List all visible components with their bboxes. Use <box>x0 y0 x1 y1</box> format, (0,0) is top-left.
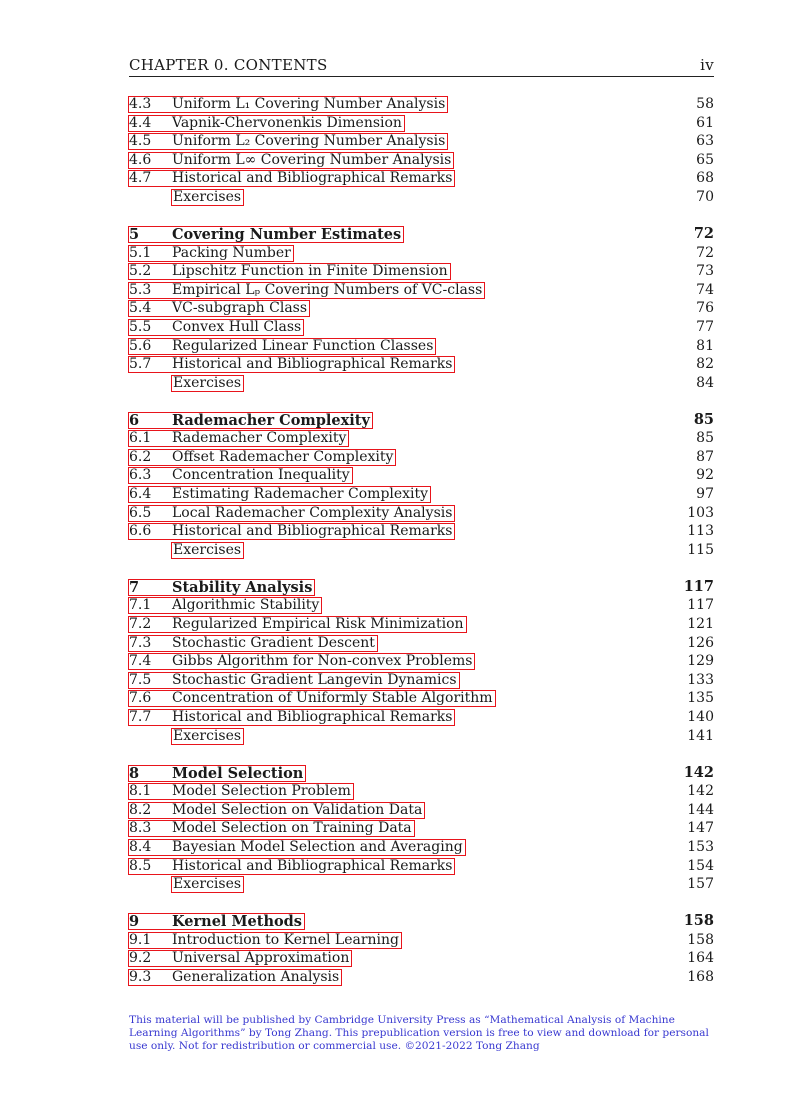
toc-entry-title: Rademacher Complexity <box>172 411 370 429</box>
toc-entry-number: 6 <box>129 411 140 429</box>
toc-section-row <box>129 801 714 820</box>
toc-chapter-row <box>129 225 714 244</box>
toc-entry-title: Kernel Methods <box>172 913 302 931</box>
toc-exercises-row <box>129 727 714 746</box>
toc-page-number: 63 <box>696 133 714 150</box>
toc-entry-title: Empirical Lₚ Covering Numbers of VC-class <box>172 281 483 298</box>
toc-section-link[interactable] <box>128 616 467 633</box>
toc-section-link[interactable] <box>128 709 455 726</box>
toc-entry-number: 6.6 <box>129 523 152 540</box>
toc-entry-title: Model Selection on Validation Data <box>172 801 423 818</box>
toc-entry-title: Introduction to Kernel Learning <box>172 931 400 948</box>
toc-entry-title: Model Selection Problem <box>172 783 351 800</box>
toc-section-link[interactable] <box>128 263 451 280</box>
toc-exercises-row <box>129 875 714 894</box>
toc-page-number: 113 <box>687 523 714 540</box>
toc-section-row <box>129 114 714 133</box>
toc-entry-title: Model Selection <box>172 764 304 782</box>
toc-page-number: 76 <box>696 300 714 317</box>
toc-page-number: 81 <box>696 337 714 354</box>
toc-entry-number: 7.2 <box>129 616 152 633</box>
toc-exercises-link[interactable] <box>171 728 244 745</box>
toc-page-number: 142 <box>683 763 714 781</box>
toc-section-link[interactable] <box>128 969 342 986</box>
toc-section-link[interactable] <box>128 170 455 187</box>
toc-entry-number: 7.4 <box>129 653 152 670</box>
toc-section-row <box>129 337 714 356</box>
toc-entry-number: 5.1 <box>129 244 152 261</box>
toc-page-number: 164 <box>687 950 714 967</box>
toc-section-row <box>129 429 714 448</box>
toc-section-link[interactable] <box>128 523 455 540</box>
toc-entry-number: 9.1 <box>129 931 152 948</box>
toc-exercises-link[interactable] <box>171 375 244 392</box>
toc-entry-number: 6.3 <box>129 467 152 484</box>
toc-entry-number: 7.5 <box>129 671 152 688</box>
footer-line: use only. Not for redistribution or commercial use. ©2021-2022 Tong Zhang <box>129 1040 540 1052</box>
toc-section-row <box>129 931 714 950</box>
toc-page-number: 97 <box>696 486 714 503</box>
toc-entry-title: Exercises <box>173 876 242 893</box>
toc-entry-number: 6.2 <box>129 448 152 465</box>
toc-section-link[interactable] <box>128 356 455 373</box>
toc-section-link[interactable] <box>128 449 396 466</box>
toc-entry-number: 5.2 <box>129 263 152 280</box>
toc-page-number: 168 <box>687 968 714 985</box>
toc-entry-title: Concentration of Uniformly Stable Algorithm <box>172 690 493 707</box>
toc-entry-number: 5 <box>129 225 140 243</box>
toc-section-link[interactable] <box>128 839 466 856</box>
toc-entry-title: Convex Hull Class <box>172 318 302 335</box>
toc-section-link[interactable] <box>128 635 378 652</box>
toc-entry-number: 4.4 <box>129 114 152 131</box>
toc-section-link[interactable] <box>128 858 455 875</box>
running-header <box>129 56 714 76</box>
toc-entry-title: Uniform L₁ Covering Number Analysis <box>172 96 446 112</box>
toc-section-link[interactable] <box>128 690 496 707</box>
toc-section-link[interactable] <box>128 486 431 503</box>
toc-section-row <box>129 652 714 671</box>
toc-entry-title: Bayesian Model Selection and Averaging <box>172 838 463 855</box>
toc-section-link[interactable] <box>128 653 475 670</box>
toc-page-number: 117 <box>687 597 714 614</box>
toc-entry-number: 7.7 <box>129 708 152 725</box>
toc-entry-title: Exercises <box>173 541 242 558</box>
toc-section-link[interactable] <box>128 115 405 132</box>
toc-entry-number: 9 <box>129 913 140 931</box>
toc-entry-number: 7.6 <box>129 690 152 707</box>
toc-entry-number: 6.5 <box>129 504 152 521</box>
toc-section-row <box>129 151 714 170</box>
toc-chapter-link[interactable] <box>128 412 373 429</box>
toc-entry-title: Concentration Inequality <box>172 467 350 484</box>
toc-page-number: 115 <box>687 541 714 558</box>
toc-section-row <box>129 262 714 281</box>
toc-page-number: 77 <box>696 318 714 335</box>
toc-page-number: 61 <box>696 114 714 131</box>
toc-section-link[interactable] <box>128 597 322 614</box>
toc-chapter-link[interactable] <box>128 226 404 243</box>
toc-spacer <box>129 559 714 577</box>
toc-section-row <box>129 857 714 876</box>
toc-page-number: 140 <box>687 708 714 725</box>
toc-entry-title: Algorithmic Stability <box>172 597 320 614</box>
toc-page-number: 65 <box>696 151 714 168</box>
toc-section-link[interactable] <box>128 96 448 113</box>
toc-entry-number: 9.3 <box>129 968 152 985</box>
toc-section-link[interactable] <box>128 245 294 262</box>
toc-page-number: 58 <box>696 96 714 112</box>
toc-chapter-row <box>129 912 714 931</box>
toc-entry-title: Uniform L∞ Covering Number Analysis <box>172 151 452 168</box>
toc-section-row <box>129 355 714 374</box>
footer-line: This material will be published by Cambridge University Press as “Mathematical Analysis of Machine <box>129 1014 675 1026</box>
toc-page-number: 70 <box>696 188 714 205</box>
toc-section-row <box>129 504 714 523</box>
toc-chapter-row <box>129 411 714 430</box>
toc-page-number: 121 <box>687 616 714 633</box>
toc-entry-title: Generalization Analysis <box>172 968 340 985</box>
toc-exercises-row <box>129 188 714 207</box>
toc-entry-title: Stability Analysis <box>172 578 313 596</box>
toc-entry-number: 5.5 <box>129 318 152 335</box>
toc-chapter-link[interactable] <box>128 913 305 930</box>
toc-section-row <box>129 782 714 801</box>
copyright-notice <box>129 1014 719 1053</box>
toc-section-row <box>129 819 714 838</box>
toc-entry-title: Covering Number Estimates <box>172 225 402 243</box>
toc-section-link[interactable] <box>128 152 454 169</box>
toc-entry-title: Historical and Bibliographical Remarks <box>172 708 453 725</box>
toc-page-number: 84 <box>696 374 714 391</box>
toc-section-row <box>129 318 714 337</box>
toc-entry-title: Exercises <box>173 188 242 205</box>
page-number: iv <box>700 56 714 74</box>
toc-entry-number: 4.3 <box>129 96 152 112</box>
table-of-contents <box>129 95 714 986</box>
toc-entry-number: 7.1 <box>129 597 152 614</box>
toc-page-number: 135 <box>687 690 714 707</box>
toc-section-row <box>129 485 714 504</box>
toc-section-row <box>129 281 714 300</box>
toc-exercises-link[interactable] <box>171 542 244 559</box>
toc-section-row <box>129 671 714 690</box>
toc-page-number: 154 <box>687 857 714 874</box>
toc-section-link[interactable] <box>128 783 354 800</box>
toc-exercises-row <box>129 374 714 393</box>
toc-page-number: 158 <box>687 931 714 948</box>
toc-entry-number: 8.1 <box>129 783 152 800</box>
toc-page-number: 72 <box>693 224 714 242</box>
toc-page-number: 141 <box>687 727 714 744</box>
toc-entry-title: Regularized Empirical Risk Minimization <box>172 616 464 633</box>
toc-page-number: 129 <box>687 653 714 670</box>
toc-section-row <box>129 708 714 727</box>
toc-entry-number: 4.6 <box>129 151 152 168</box>
toc-section-link[interactable] <box>128 802 425 819</box>
toc-entry-title: Estimating Rademacher Complexity <box>172 486 429 503</box>
toc-page-number: 85 <box>696 430 714 447</box>
toc-entry-number: 6.1 <box>129 430 152 447</box>
toc-entry-title: Historical and Bibliographical Remarks <box>172 170 453 187</box>
toc-section-row <box>129 596 714 615</box>
footer-line: Learning Algorithms” by Tong Zhang. This prepublication version is free to view and download for personal <box>129 1027 709 1039</box>
toc-chapter-link[interactable] <box>128 579 315 596</box>
toc-section-row <box>129 838 714 857</box>
toc-entry-number: 8.5 <box>129 857 152 874</box>
toc-section-row <box>129 689 714 708</box>
toc-entry-title: Regularized Linear Function Classes <box>172 337 434 354</box>
toc-page-number: 147 <box>687 820 714 837</box>
toc-entry-title: Vapnik-Chervonenkis Dimension <box>172 114 402 131</box>
toc-page-number: 126 <box>687 634 714 651</box>
toc-section-link[interactable] <box>128 430 349 447</box>
toc-section-link[interactable] <box>128 467 353 484</box>
toc-entry-number: 8.3 <box>129 820 152 837</box>
toc-section-row <box>129 448 714 467</box>
toc-entry-title: VC-subgraph Class <box>172 300 308 317</box>
toc-entry-number: 7.3 <box>129 634 152 651</box>
toc-entry-title: Packing Number <box>172 244 291 261</box>
header-rule <box>129 76 714 77</box>
chapter-heading: CHAPTER 0. CONTENTS <box>129 56 328 74</box>
toc-page-number: 157 <box>687 876 714 893</box>
toc-entry-title: Stochastic Gradient Descent <box>172 634 375 651</box>
toc-entry-title: Universal Approximation <box>172 950 350 967</box>
toc-page-number: 74 <box>696 281 714 298</box>
toc-section-row <box>129 299 714 318</box>
toc-section-link[interactable] <box>128 133 448 150</box>
toc-section-link[interactable] <box>128 300 310 317</box>
toc-section-row <box>129 615 714 634</box>
toc-entry-number: 4.5 <box>129 133 152 150</box>
toc-entry-title: Historical and Bibliographical Remarks <box>172 523 453 540</box>
toc-page-number: 92 <box>696 467 714 484</box>
toc-exercises-row <box>129 541 714 560</box>
toc-section-link[interactable] <box>128 672 460 689</box>
toc-page-number: 73 <box>696 263 714 280</box>
toc-section-link[interactable] <box>128 820 415 837</box>
toc-entry-title: Gibbs Algorithm for Non-convex Problems <box>172 653 473 670</box>
toc-section-row <box>129 95 714 114</box>
toc-entry-number: 5.4 <box>129 300 152 317</box>
toc-spacer <box>129 894 714 912</box>
toc-section-row <box>129 132 714 151</box>
toc-spacer <box>129 392 714 410</box>
toc-chapter-row <box>129 578 714 597</box>
toc-entry-title: Stochastic Gradient Langevin Dynamics <box>172 671 457 688</box>
toc-section-link[interactable] <box>128 932 402 949</box>
toc-entry-number: 7 <box>129 578 140 596</box>
toc-page-number: 85 <box>693 410 714 428</box>
toc-entry-title: Exercises <box>173 374 242 391</box>
toc-entry-number: 8.2 <box>129 801 152 818</box>
toc-chapter-link[interactable] <box>128 765 306 782</box>
toc-exercises-link[interactable] <box>171 876 244 893</box>
toc-chapter-row <box>129 764 714 783</box>
toc-page-number: 72 <box>696 244 714 261</box>
toc-entry-title: Lipschitz Function in Finite Dimension <box>172 263 448 280</box>
toc-section-link[interactable] <box>128 319 304 336</box>
toc-entry-number: 8 <box>129 764 140 782</box>
toc-entry-title: Offset Rademacher Complexity <box>172 448 394 465</box>
toc-page-number: 142 <box>687 783 714 800</box>
toc-section-link[interactable] <box>128 505 455 522</box>
toc-page-number: 103 <box>687 504 714 521</box>
toc-section-row <box>129 466 714 485</box>
toc-entry-title: Uniform L₂ Covering Number Analysis <box>172 133 446 150</box>
toc-section-row <box>129 522 714 541</box>
toc-entry-title: Exercises <box>173 727 242 744</box>
toc-spacer <box>129 745 714 763</box>
toc-page-number: 133 <box>687 671 714 688</box>
toc-page-number: 158 <box>683 912 714 930</box>
toc-entry-number: 5.3 <box>129 281 152 298</box>
toc-entry-number: 9.2 <box>129 950 152 967</box>
toc-entry-number: 5.6 <box>129 337 152 354</box>
toc-entry-number: 6.4 <box>129 486 152 503</box>
toc-section-row <box>129 949 714 968</box>
toc-section-row <box>129 634 714 653</box>
toc-section-row <box>129 169 714 188</box>
toc-entry-title: Historical and Bibliographical Remarks <box>172 356 453 373</box>
toc-entry-number: 8.4 <box>129 838 152 855</box>
toc-entry-number: 5.7 <box>129 356 152 373</box>
toc-page-number: 144 <box>687 801 714 818</box>
toc-entry-title: Rademacher Complexity <box>172 430 347 447</box>
toc-section-row <box>129 244 714 263</box>
toc-section-link[interactable] <box>128 338 436 355</box>
toc-spacer <box>129 207 714 225</box>
toc-exercises-link[interactable] <box>171 189 244 206</box>
toc-entry-title: Model Selection on Training Data <box>172 820 412 837</box>
toc-entry-number: 4.7 <box>129 170 152 187</box>
toc-page-number: 87 <box>696 448 714 465</box>
toc-page-number: 82 <box>696 356 714 373</box>
toc-section-row <box>129 968 714 987</box>
toc-entry-title: Local Rademacher Complexity Analysis <box>172 504 453 521</box>
toc-page-number: 68 <box>696 170 714 187</box>
toc-entry-title: Historical and Bibliographical Remarks <box>172 857 453 874</box>
toc-section-link[interactable] <box>128 950 352 967</box>
toc-section-link[interactable] <box>128 282 485 299</box>
toc-page-number: 117 <box>683 577 714 595</box>
toc-page-number: 153 <box>687 838 714 855</box>
